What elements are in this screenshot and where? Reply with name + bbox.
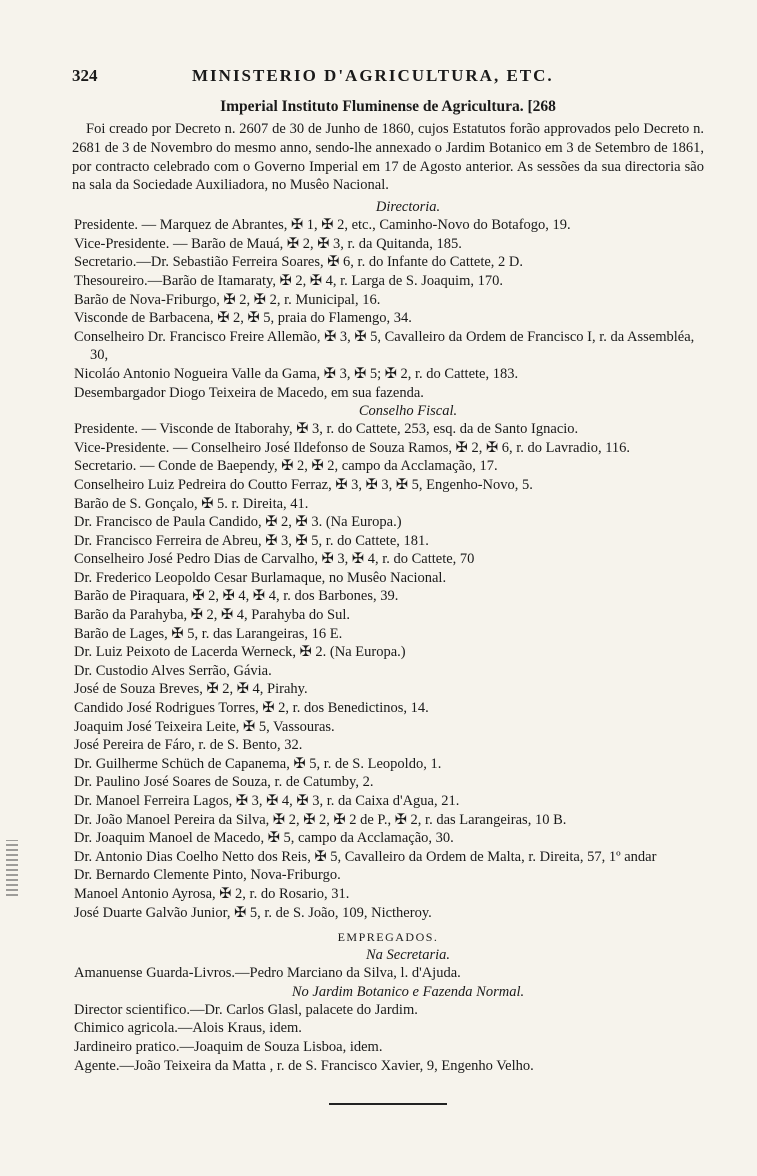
- document-page: [72, 66, 704, 1105]
- list-item: Secretario. — Conde de Baependy, ✠ 2, ✠ 2, campo da Acclamação, 17.: [74, 458, 498, 475]
- list-item: Jardineiro pratico.—Joaquim de Souza Lisboa, idem.: [74, 1038, 383, 1055]
- list-item: Manoel Antonio Ayrosa, ✠ 2, r. do Rosario, 31.: [74, 885, 350, 902]
- list-item: Dr. Francisco de Paula Candido, ✠ 2, ✠ 3. (Na Europa.): [74, 514, 402, 531]
- list-item: Dr. João Manoel Pereira da Silva, ✠ 2, ✠ 2, ✠ 2 de P., ✠ 2, r. das Larangeiras, 10 B.: [74, 811, 567, 828]
- list-item: Visconde de Barbacena, ✠ 2, ✠ 5, praia do Flamengo, 34.: [74, 310, 412, 327]
- secretaria-heading: Na Secretaria.: [365, 947, 451, 964]
- list-item: Candido José Rodrigues Torres, ✠ 2, r. dos Benedictinos, 14.: [74, 700, 429, 717]
- list-item: Vice-Presidente. — Conselheiro José Ildefonso de Souza Ramos, ✠ 2, ✠ 6, r. do Lavradio, 116.: [74, 439, 631, 456]
- list-item: Dr. Paulino José Soares de Souza, r. de Catumby, 2.: [74, 774, 374, 791]
- list-item: Desembargador Diogo Teixeira de Macedo, em sua fazenda.: [74, 384, 424, 401]
- intro-paragraph: Foi creado por Decreto n. 2607 de 30 de Junho de 1860, cujos Estatutos forão approvados pelo Decreto n. 2681 de 3 de Novembro do mesmo anno, sendo-lhe annexado o Jardim Botanico em 3 de Setembro de 1861, por contracto celebrado com o Governo Imperial em 17 de Agosto anterior. As sessões da sua directoria são na sala da Sociedade Auxiliadora, no Musêo Nacional.: [72, 121, 704, 194]
- list-item: Joaquim José Teixeira Leite, ✠ 5, Vassouras.: [74, 718, 335, 735]
- list-item: José Duarte Galvão Junior, ✠ 5, r. de S. João, 109, Nictheroy.: [74, 904, 432, 921]
- list-item: Barão da Parahyba, ✠ 2, ✠ 4, Parahyba do Sul.: [74, 607, 350, 624]
- directoria-heading: Directoria.: [375, 199, 441, 216]
- list-item: Nicoláo Antonio Nogueira Valle da Gama, ✠ 3, ✠ 5; ✠ 2, r. do Cattete, 183.: [74, 365, 519, 382]
- list-item: Presidente. — Visconde de Itaborahy, ✠ 3, r. do Cattete, 253, esq. da de Santo Ignacio.: [74, 421, 579, 438]
- list-item: Dr. Frederico Leopoldo Cesar Burlamaque, no Musêo Nacional.: [74, 569, 447, 586]
- list-item: Conselheiro Luiz Pedreira do Coutto Ferraz, ✠ 3, ✠ 3, ✠ 5, Engenho-Novo, 5.: [74, 476, 533, 493]
- list-item: Dr. Guilherme Schüch de Capanema, ✠ 5, r. de S. Leopoldo, 1.: [74, 755, 442, 772]
- list-item: José Pereira de Fáro, r. de S. Bento, 32.: [74, 737, 303, 754]
- list-item: José de Souza Breves, ✠ 2, ✠ 4, Pirahy.: [74, 681, 308, 698]
- list-item: Presidente. — Marquez de Abrantes, ✠ 1, ✠ 2, etc., Caminho-Novo do Botafogo, 19.: [74, 217, 571, 234]
- list-item: Dr. Antonio Dias Coelho Netto dos Reis, ✠ 5, Cavalleiro da Ordem de Malta, r. Direita, 57, 1º andar: [74, 848, 657, 865]
- list-item: Conselheiro Dr. Francisco Freire Allemão, ✠ 3, ✠ 5, Cavalleiro da Ordem de Francisco I, r. da Assembléa, 30,: [74, 328, 695, 364]
- empregados-heading: EMPREGADOS.: [337, 930, 439, 945]
- list-item: Barão de Lages, ✠ 5, r. das Larangeiras, 16 E.: [74, 625, 343, 642]
- list-item: Secretario.—Dr. Sebastião Ferreira Soares, ✠ 6, r. do Infante do Cattete, 2 D.: [74, 254, 524, 271]
- list-item: Amanuense Guarda-Livros.—Pedro Marciano da Silva, l. d'Ajuda.: [74, 965, 461, 982]
- list-item: Dr. Luiz Peixoto de Lacerda Werneck, ✠ 2. (Na Europa.): [74, 644, 406, 661]
- closing-rule: [329, 1103, 447, 1105]
- list-item: Dr. Manoel Ferreira Lagos, ✠ 3, ✠ 4, ✠ 3, r. da Caixa d'Agua, 21.: [74, 793, 460, 809]
- list-item: Barão de S. Gonçalo, ✠ 5. r. Direita, 41.: [74, 495, 309, 512]
- conselho-heading: Conselho Fiscal.: [358, 403, 458, 420]
- list-item: Conselheiro José Pedro Dias de Carvalho, ✠ 3, ✠ 4, r. do Cattete, 70: [74, 551, 475, 568]
- conselho-list: [72, 420, 704, 922]
- list-item: Agente.—João Teixeira da Matta , r. de S. Francisco Xavier, 9, Engenho Velho.: [74, 1057, 534, 1074]
- jardim-heading: No Jardim Botanico e Fazenda Normal.: [291, 983, 525, 1000]
- page-header: [72, 66, 704, 92]
- list-item: Chimico agricola.—Alois Kraus, idem.: [74, 1020, 302, 1037]
- list-item: Dr. Joaquim Manoel de Macedo, ✠ 5, campo da Acclamação, 30.: [74, 830, 454, 847]
- list-item: Dr. Custodio Alves Serrão, Gávia.: [74, 662, 272, 679]
- list-item: Barão de Nova-Friburgo, ✠ 2, ✠ 2, r. Municipal, 16.: [74, 291, 381, 308]
- list-item: Thesoureiro.—Barão de Itamaraty, ✠ 2, ✠ 4, r. Larga de S. Joaquim, 170.: [74, 272, 503, 289]
- directoria-list: [72, 216, 704, 402]
- list-item: Dr. Francisco Ferreira de Abreu, ✠ 3, ✠ 5, r. do Cattete, 181.: [74, 532, 429, 549]
- institute-title: Imperial Instituto Fluminense de Agricultura. [268: [220, 98, 556, 115]
- list-item: Barão de Piraquara, ✠ 2, ✠ 4, ✠ 4, r. dos Barbones, 39.: [74, 588, 399, 605]
- margin-stamp-mark: [6, 840, 18, 896]
- list-item: Director scientifico.—Dr. Carlos Glasl, palacete do Jardim.: [74, 1001, 418, 1018]
- running-title: MINISTERIO D'AGRICULTURA, ETC.: [192, 66, 554, 85]
- list-item: Dr. Bernardo Clemente Pinto, Nova-Friburgo.: [74, 867, 341, 884]
- list-item: Vice-Presidente. — Barão de Mauá, ✠ 2, ✠ 3, r. da Quitanda, 185.: [74, 235, 462, 252]
- page-number: 324: [72, 66, 98, 85]
